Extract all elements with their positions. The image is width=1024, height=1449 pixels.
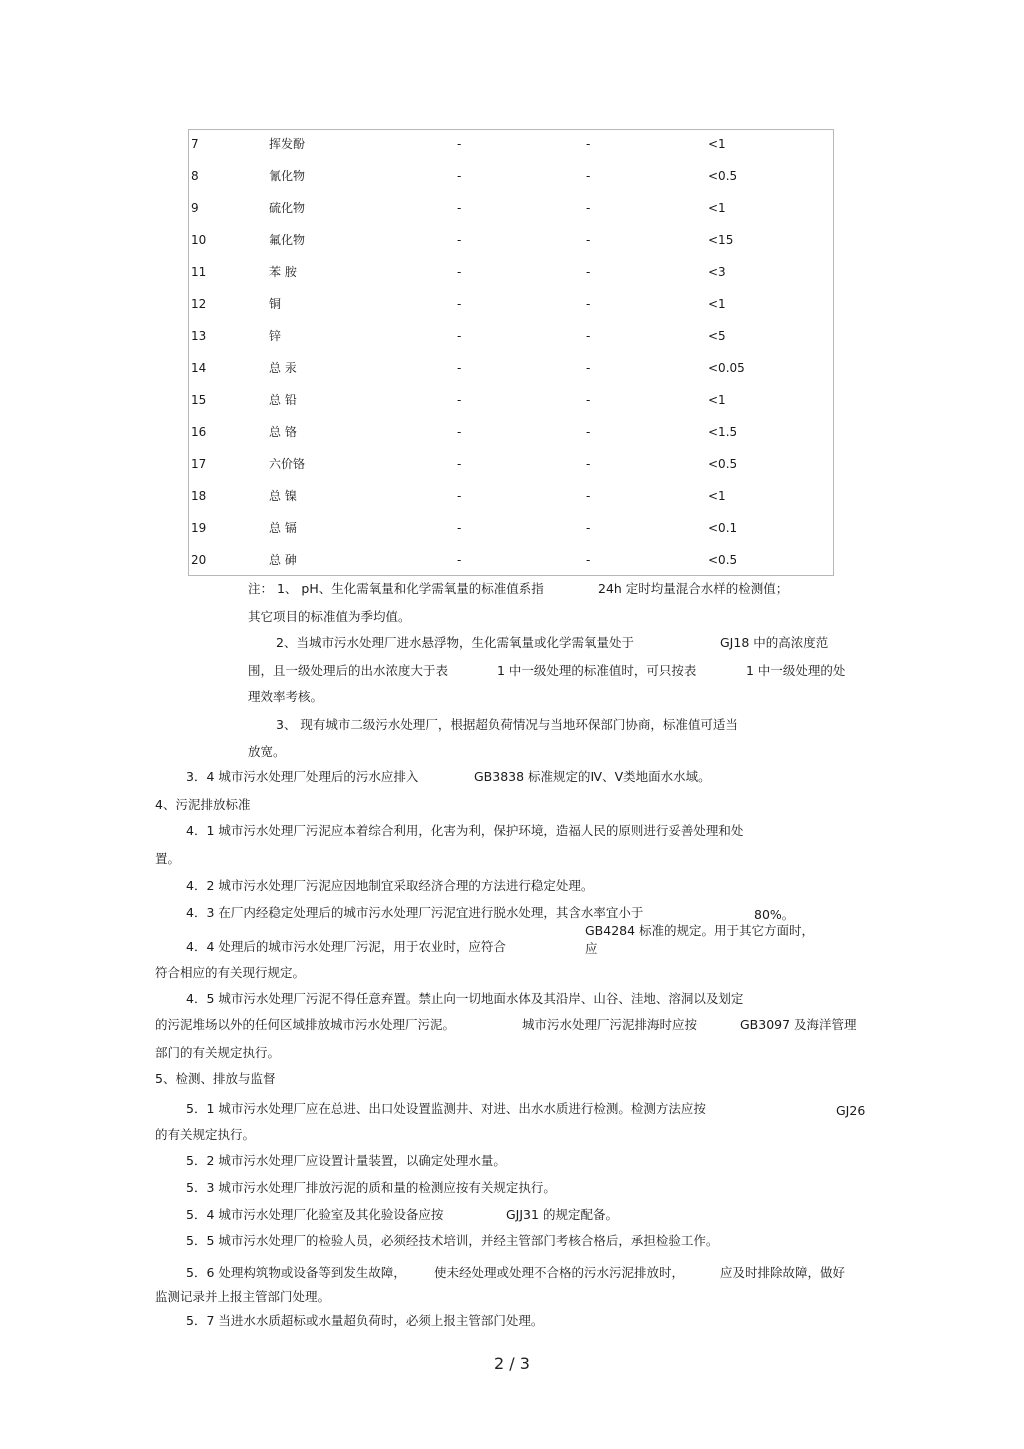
value-grade-1: - [457,137,462,151]
text-line: 使未经处理或处理不合格的污水污泥排放时， [434,1265,685,1280]
text-line: GJJ31 的规定配备。 [506,1207,618,1222]
text-line: 5、检测、排放与监督 [155,1071,276,1086]
text-line: 1 中一级处理的标准值时，可只按表 [497,663,697,678]
pollutant-name: 总 汞 [269,361,297,375]
row-number: 12 [191,297,207,311]
text-line: 放宽。 [248,744,286,759]
text-line: 4．2 城市污水处理厂污泥应因地制宜采取经济合理的方法进行稳定处理。 [186,878,594,893]
text-line: 2、当城市污水处理厂进水悬浮物，生化需氧量或化学需氧量处于 [276,635,634,650]
limit-value: <1 [708,297,726,311]
limit-value: <0.1 [708,521,738,535]
limit-value: <1 [708,201,726,215]
row-number: 14 [191,361,207,375]
table-row [189,486,833,506]
text-line: 5．4 城市污水处理厂化验室及其化验设备应按 [186,1207,444,1222]
value-grade-1: - [457,233,462,247]
table-row [189,294,833,314]
value-grade-2: - [586,329,591,343]
text-line: 4、污泥排放标准 [155,797,251,812]
row-number: 7 [191,137,199,151]
pollutant-name: 总 镉 [269,521,297,535]
value-grade-2: - [586,297,591,311]
text-line: GJ26 [836,1103,866,1118]
text-line: 理效率考核。 [248,689,324,704]
text-line: 4．4 处理后的城市污水处理厂污泥，用于农业时，应符合 [186,939,506,954]
table-row [189,198,833,218]
value-grade-1: - [457,393,462,407]
text-line: 5．7 当进水水质超标或水量超负荷时，必须上报主管部门处理。 [186,1313,544,1328]
text-line: 置。 [155,851,181,866]
text-line: 注： 1、 pH、生化需氧量和化学需氧量的标准值系指 [248,581,544,596]
table-row [189,550,833,570]
text-line: 城市污水处理厂污泥排海时应按 [522,1017,698,1032]
limit-value: <5 [708,329,726,343]
value-grade-1: - [457,553,462,567]
value-grade-1: - [457,169,462,183]
limit-value: <0.5 [708,169,738,183]
text-line: 的有关规定执行。 [155,1127,256,1142]
pollutant-name: 六价铬 [269,457,306,471]
limit-value: <0.5 [708,457,738,471]
table-row [189,326,833,346]
value-grade-2: - [586,361,591,375]
value-grade-1: - [457,265,462,279]
text-line: 部门的有关规定执行。 [155,1045,281,1060]
text-line: 80%。 [754,907,795,922]
table-row [189,230,833,250]
pollutant-name: 氟化物 [269,233,306,247]
value-grade-1: - [457,425,462,439]
value-grade-1: - [457,201,462,215]
value-grade-1: - [457,521,462,535]
pollutant-limit-table [188,129,834,576]
table-row [189,262,833,282]
row-number: 17 [191,457,207,471]
text-line: 5．1 城市污水处理厂应在总进、出口处设置监测井、对进、出水水质进行检测。检测方法应按 [186,1101,706,1116]
pollutant-name: 铜 [269,297,282,311]
pollutant-name: 挥发酚 [269,137,306,151]
text-line: GB4284 标准的规定。用于其它方面时， [585,923,815,938]
limit-value: <1 [708,393,726,407]
row-number: 16 [191,425,207,439]
value-grade-2: - [586,457,591,471]
text-line: 3、 现有城市二级污水处理厂，根据超负荷情况与当地环保部门协商，标准值可适当 [276,717,738,732]
pollutant-name: 总 砷 [269,553,297,567]
row-number: 19 [191,521,207,535]
text-line: 围，且一级处理后的出水浓度大于表 [248,663,449,678]
pollutant-name: 总 铬 [269,425,297,439]
table-row [189,134,833,154]
text-line: 4．5 城市污水处理厂污泥不得任意弃置。禁止向一切地面水体及其沿岸、山谷、洼地、溶洞以及划定 [186,991,744,1006]
text-line: 1 中一级处理的处 [746,663,846,678]
value-grade-1: - [457,329,462,343]
pollutant-name: 总 镍 [269,489,297,503]
text-line: GB3097 及海洋管理 [740,1017,857,1032]
row-number: 11 [191,265,207,279]
text-line: 的污泥堆场以外的任何区域排放城市污水处理厂污泥。 [155,1017,456,1032]
text-line: 监测记录并上报主管部门处理。 [155,1289,331,1304]
text-line: 5．5 城市污水处理厂的检验人员，必须经技术培训，并经主管部门考核合格后，承担检验工作。 [186,1233,719,1248]
value-grade-2: - [586,489,591,503]
table-row [189,166,833,186]
value-grade-2: - [586,265,591,279]
row-number: 20 [191,553,207,567]
text-line: 4．1 城市污水处理厂污泥应本着综合利用，化害为利，保护环境，造福人民的原则进行妥善处理和处 [186,823,744,838]
value-grade-2: - [586,169,591,183]
row-number: 9 [191,201,199,215]
limit-value: <15 [708,233,734,247]
text-line: 24h 定时均量混合水样的检测值； [598,581,789,596]
value-grade-1: - [457,297,462,311]
row-number: 8 [191,169,199,183]
page-number: 2 / 3 [494,1354,530,1373]
limit-value: <1 [708,489,726,503]
value-grade-2: - [586,521,591,535]
pollutant-name: 总 铅 [269,393,297,407]
value-grade-2: - [586,233,591,247]
pollutant-name: 硫化物 [269,201,306,215]
row-number: 15 [191,393,207,407]
value-grade-1: - [457,457,462,471]
pollutant-name: 锌 [269,329,282,343]
limit-value: <3 [708,265,726,279]
pollutant-name: 苯 胺 [269,265,297,279]
text-line: 应及时排除故障，做好 [720,1265,846,1280]
text-line: GB3838 标准规定的Ⅳ、Ⅴ类地面水水域。 [474,769,711,784]
text-line: 应 [585,941,598,956]
limit-value: <1.5 [708,425,738,439]
text-line: 符合相应的有关现行规定。 [155,965,306,980]
row-number: 10 [191,233,207,247]
text-line: 5．6 处理构筑物或设备等到发生故障， [186,1265,406,1280]
value-grade-2: - [586,393,591,407]
table-row [189,518,833,538]
table-row [189,422,833,442]
limit-value: <0.5 [708,553,738,567]
text-line: 4．3 在厂内经稳定处理后的城市污水处理厂污泥宜进行脱水处理，其含水率宜小于 [186,905,644,920]
text-line: 5．2 城市污水处理厂应设置计量装置，以确定处理水量。 [186,1153,506,1168]
text-line: 5．3 城市污水处理厂排放污泥的质和量的检测应按有关规定执行。 [186,1180,556,1195]
limit-value: <1 [708,137,726,151]
value-grade-2: - [586,553,591,567]
value-grade-2: - [586,425,591,439]
pollutant-name: 氰化物 [269,169,306,183]
limit-value: <0.05 [708,361,745,375]
text-line: 3．4 城市污水处理厂处理后的污水应排入 [186,769,419,784]
row-number: 13 [191,329,207,343]
value-grade-2: - [586,137,591,151]
row-number: 18 [191,489,207,503]
value-grade-1: - [457,489,462,503]
value-grade-2: - [586,201,591,215]
text-line: 其它项目的标准值为季均值。 [248,609,411,624]
table-row [189,358,833,378]
value-grade-1: - [457,361,462,375]
text-line: GJ18 中的高浓度范 [720,635,829,650]
table-row [189,390,833,410]
table-row [189,454,833,474]
